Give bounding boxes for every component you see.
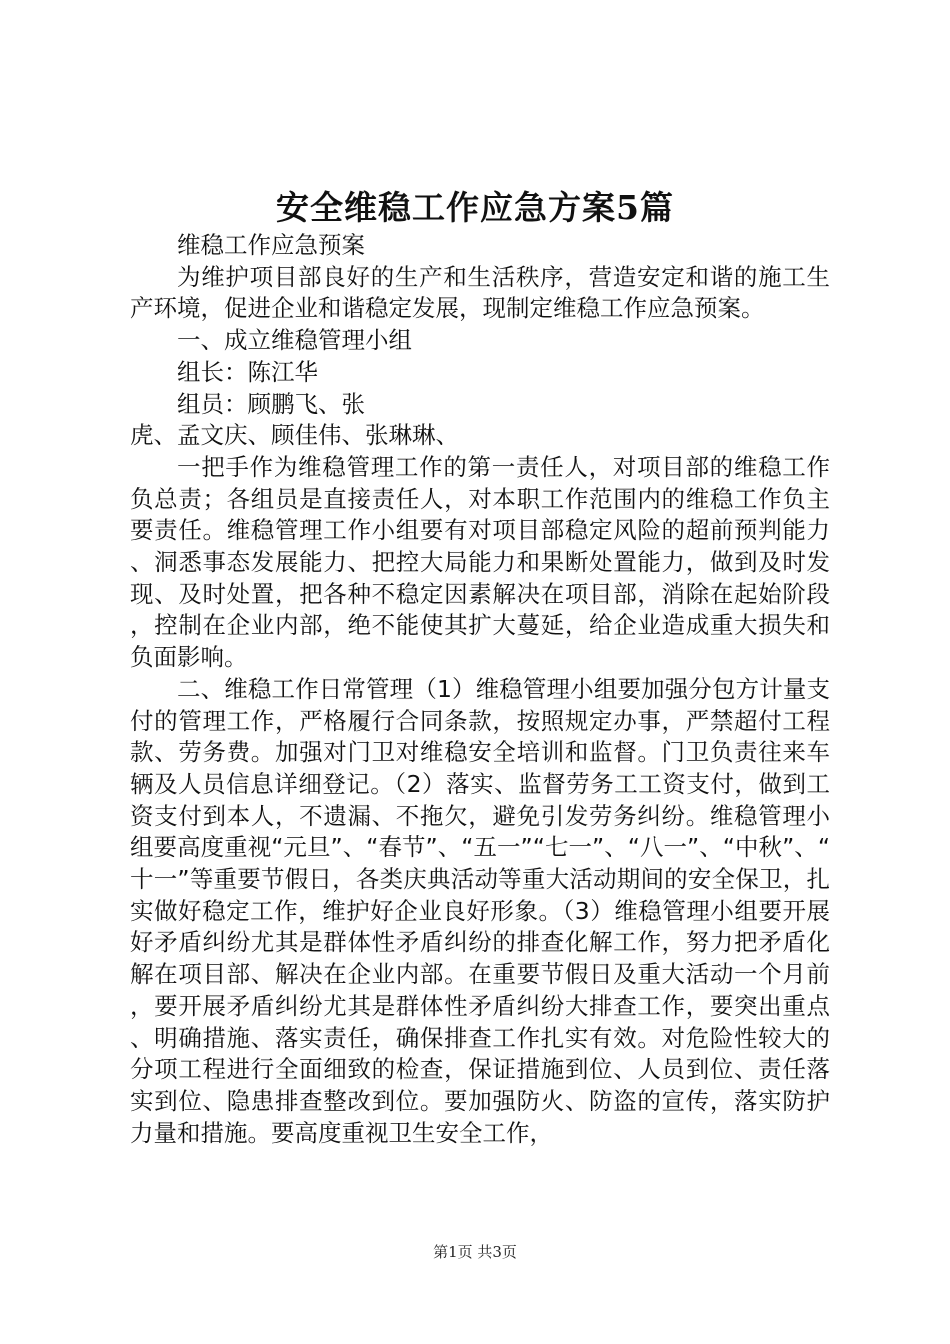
- team-leader-line: 组长：陈江华: [177, 357, 318, 386]
- page-number-footer: 第1页 共3页: [433, 1243, 517, 1261]
- team-members-line: 组员：顾鹏飞、张: [177, 389, 365, 418]
- daily-management-paragraph: 二、维稳工作日常管理（1）维稳管理小组要加强分包方计量支付的管理工作，严格履行合同条款，按照规定办事，严禁超付工程款、劳务费。加强对门卫对维稳安全培训和监督。门卫负责往来车辆及人员信息详细登记。（2）落实、监督劳务工工资支付，做到工资支付到本人，不遗漏、不拖欠，避免引发劳务纠纷。维稳管理小组要高度重视“元旦”、“春节”、“五一”“七一”、“八一”、“中秋”、“十一”等重要节假日，各类庆典活动等重大活动期间的安全保卫，扎实做好稳定工作，维护好企业良好形象。（3）维稳管理小组要开展好矛盾纠纷尤其是群体性矛盾纠纷的排查化解工作，努力把矛盾化解在项目部、解决在企业内部。在重要节假日及重大活动一个月前，要开展矛盾纠纷尤其是群体性矛盾纠纷大排查工作，要突出重点、明确措施、落实责任，确保排查工作扎实有效。对危险性较大的分项工程进行全面细致的检查，保证措施到位、人员到位、责任落实到位、隐患排查整改到位。要加强防火、防盗的宣传，落实防护力量和措施。要高度重视卫生安全工作，: [130, 674, 830, 1147]
- section-heading: 维稳工作应急预案: [177, 231, 365, 259]
- section-heading: 一、成立维稳管理小组: [177, 326, 412, 355]
- responsibility-paragraph: 一把手作为维稳管理工作的第一责任人，对项目部的维稳工作负总责；各组员是直接责任人，对本职工作范围内的维稳工作负主要责任。维稳管理工作小组要有对项目部稳定风险的超前预判能力、洞悉事态发展能力、把控大局能力和果断处置能力，做到及时发现、及时处置，把各种不稳定因素解决在项目部，消除在起始阶段，控制在企业内部，绝不能使其扩大蔓延，给企业造成重大损失和负面影响。: [130, 452, 830, 672]
- document-body: [130, 230, 830, 1149]
- team-members-continued: 虎、孟文庆、顾佳伟、张琳琳、: [130, 421, 459, 450]
- document-title: 安全维稳工作应急方案5篇: [276, 188, 674, 227]
- intro-paragraph: 为维护项目部良好的生产和生活秩序，营造安定和谐的施工生产环境，促进企业和谐稳定发展，现制定维稳工作应急预案。: [130, 262, 830, 323]
